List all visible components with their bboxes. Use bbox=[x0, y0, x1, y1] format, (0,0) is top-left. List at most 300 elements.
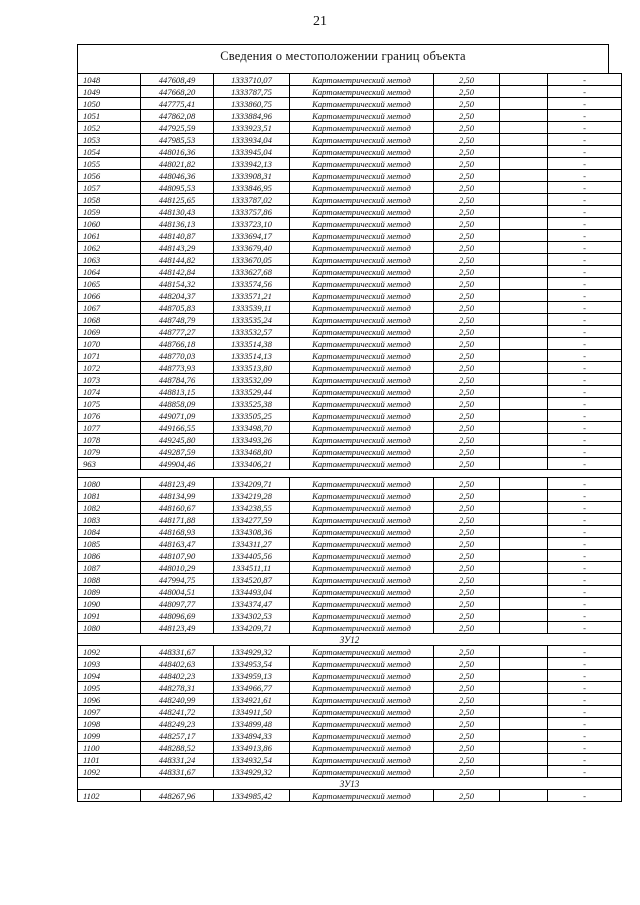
error-cell: 2,50 bbox=[434, 314, 500, 326]
method-cell: Картометрический метод bbox=[290, 146, 434, 158]
x-coordinate-cell: 448016,36 bbox=[141, 146, 214, 158]
table-row bbox=[78, 350, 622, 362]
note-cell bbox=[500, 278, 548, 290]
error-cell: 2,50 bbox=[434, 206, 500, 218]
method-cell: Картометрический метод bbox=[290, 266, 434, 278]
method-cell: Картометрический метод bbox=[290, 766, 434, 778]
method-cell: Картометрический метод bbox=[290, 218, 434, 230]
table-row bbox=[78, 182, 622, 194]
table-row bbox=[78, 658, 622, 670]
table-row bbox=[78, 490, 622, 502]
y-coordinate-cell: 1333846,95 bbox=[214, 182, 290, 194]
dash-cell: - bbox=[548, 134, 622, 146]
point-number-cell: 1076 bbox=[78, 410, 141, 422]
error-cell: 2,50 bbox=[434, 386, 500, 398]
error-cell: 2,50 bbox=[434, 134, 500, 146]
y-coordinate-cell: 1333787,02 bbox=[214, 194, 290, 206]
method-cell: Картометрический метод bbox=[290, 586, 434, 598]
x-coordinate-cell: 448107,90 bbox=[141, 550, 214, 562]
note-cell bbox=[500, 586, 548, 598]
point-number-cell: 1085 bbox=[78, 538, 141, 550]
point-number-cell: 1048 bbox=[78, 74, 141, 86]
x-coordinate-cell: 448705,83 bbox=[141, 302, 214, 314]
error-cell: 2,50 bbox=[434, 766, 500, 778]
point-number-cell: 1068 bbox=[78, 314, 141, 326]
method-cell: Картометрический метод bbox=[290, 422, 434, 434]
note-cell bbox=[500, 350, 548, 362]
table-row bbox=[78, 374, 622, 386]
dash-cell: - bbox=[548, 206, 622, 218]
note-cell bbox=[500, 538, 548, 550]
point-number-cell: 1054 bbox=[78, 146, 141, 158]
table-row bbox=[78, 478, 622, 490]
group-label-row bbox=[78, 778, 622, 790]
method-cell: Картометрический метод bbox=[290, 182, 434, 194]
error-cell: 2,50 bbox=[434, 230, 500, 242]
note-cell bbox=[500, 242, 548, 254]
note-cell bbox=[500, 86, 548, 98]
table-row bbox=[78, 766, 622, 778]
table-row bbox=[78, 514, 622, 526]
note-cell bbox=[500, 338, 548, 350]
y-coordinate-cell: 1333514,38 bbox=[214, 338, 290, 350]
x-coordinate-cell: 449287,59 bbox=[141, 446, 214, 458]
dash-cell: - bbox=[548, 266, 622, 278]
table-row bbox=[78, 302, 622, 314]
x-coordinate-cell: 449245,80 bbox=[141, 434, 214, 446]
x-coordinate-cell: 447994,75 bbox=[141, 574, 214, 586]
x-coordinate-cell: 448241,72 bbox=[141, 706, 214, 718]
method-cell: Картометрический метод bbox=[290, 538, 434, 550]
method-cell: Картометрический метод bbox=[290, 386, 434, 398]
method-cell: Картометрический метод bbox=[290, 278, 434, 290]
note-cell bbox=[500, 110, 548, 122]
dash-cell: - bbox=[548, 338, 622, 350]
y-coordinate-cell: 1334374,47 bbox=[214, 598, 290, 610]
y-coordinate-cell: 1334209,71 bbox=[214, 622, 290, 634]
x-coordinate-cell: 448204,37 bbox=[141, 290, 214, 302]
error-cell: 2,50 bbox=[434, 326, 500, 338]
dash-cell: - bbox=[548, 706, 622, 718]
method-cell: Картометрический метод bbox=[290, 526, 434, 538]
x-coordinate-cell: 448257,17 bbox=[141, 730, 214, 742]
error-cell: 2,50 bbox=[434, 374, 500, 386]
x-coordinate-cell: 448134,99 bbox=[141, 490, 214, 502]
error-cell: 2,50 bbox=[434, 478, 500, 490]
note-cell bbox=[500, 74, 548, 86]
error-cell: 2,50 bbox=[434, 754, 500, 766]
point-number-cell: 1080 bbox=[78, 622, 141, 634]
error-cell: 2,50 bbox=[434, 338, 500, 350]
method-cell: Картометрический метод bbox=[290, 350, 434, 362]
dash-cell: - bbox=[548, 254, 622, 266]
dash-cell: - bbox=[548, 766, 622, 778]
method-cell: Картометрический метод bbox=[290, 706, 434, 718]
table-row bbox=[78, 278, 622, 290]
note-cell bbox=[500, 266, 548, 278]
dash-cell: - bbox=[548, 458, 622, 470]
note-cell bbox=[500, 146, 548, 158]
method-cell: Картометрический метод bbox=[290, 410, 434, 422]
error-cell: 2,50 bbox=[434, 74, 500, 86]
table-row bbox=[78, 586, 622, 598]
x-coordinate-cell: 448163,47 bbox=[141, 538, 214, 550]
y-coordinate-cell: 1333710,07 bbox=[214, 74, 290, 86]
y-coordinate-cell: 1333627,68 bbox=[214, 266, 290, 278]
dash-cell: - bbox=[548, 790, 622, 802]
y-coordinate-cell: 1334311,27 bbox=[214, 538, 290, 550]
method-cell: Картометрический метод bbox=[290, 398, 434, 410]
y-coordinate-cell: 1333498,70 bbox=[214, 422, 290, 434]
dash-cell: - bbox=[548, 682, 622, 694]
note-cell bbox=[500, 398, 548, 410]
table-row bbox=[78, 754, 622, 766]
x-coordinate-cell: 448288,52 bbox=[141, 742, 214, 754]
y-coordinate-cell: 1334959,13 bbox=[214, 670, 290, 682]
dash-cell: - bbox=[548, 110, 622, 122]
y-coordinate-cell: 1333514,13 bbox=[214, 350, 290, 362]
method-cell: Картометрический метод bbox=[290, 434, 434, 446]
y-coordinate-cell: 1334894,33 bbox=[214, 730, 290, 742]
table-row bbox=[78, 122, 622, 134]
point-number-cell: 1099 bbox=[78, 730, 141, 742]
error-cell: 2,50 bbox=[434, 278, 500, 290]
dash-cell: - bbox=[548, 622, 622, 634]
point-number-cell: 1097 bbox=[78, 706, 141, 718]
point-number-cell: 1098 bbox=[78, 718, 141, 730]
error-cell: 2,50 bbox=[434, 266, 500, 278]
x-coordinate-cell: 447862,08 bbox=[141, 110, 214, 122]
error-cell: 2,50 bbox=[434, 242, 500, 254]
x-coordinate-cell: 448267,96 bbox=[141, 790, 214, 802]
y-coordinate-cell: 1334929,32 bbox=[214, 766, 290, 778]
x-coordinate-cell: 448766,18 bbox=[141, 338, 214, 350]
error-cell: 2,50 bbox=[434, 706, 500, 718]
dash-cell: - bbox=[548, 610, 622, 622]
x-coordinate-cell: 448123,49 bbox=[141, 622, 214, 634]
point-number-cell: 1066 bbox=[78, 290, 141, 302]
note-cell bbox=[500, 326, 548, 338]
note-cell bbox=[500, 706, 548, 718]
table-row bbox=[78, 670, 622, 682]
method-cell: Картометрический метод bbox=[290, 326, 434, 338]
dash-cell: - bbox=[548, 742, 622, 754]
method-cell: Картометрический метод bbox=[290, 110, 434, 122]
y-coordinate-cell: 1334219,28 bbox=[214, 490, 290, 502]
error-cell: 2,50 bbox=[434, 658, 500, 670]
note-cell bbox=[500, 254, 548, 266]
error-cell: 2,50 bbox=[434, 562, 500, 574]
method-cell: Картометрический метод bbox=[290, 134, 434, 146]
x-coordinate-cell: 448095,53 bbox=[141, 182, 214, 194]
table-row bbox=[78, 206, 622, 218]
point-number-cell: 1086 bbox=[78, 550, 141, 562]
table-row bbox=[78, 110, 622, 122]
x-coordinate-cell: 447668,20 bbox=[141, 86, 214, 98]
note-cell bbox=[500, 314, 548, 326]
table-row bbox=[78, 146, 622, 158]
coordinates-table bbox=[77, 73, 622, 802]
method-cell: Картометрический метод bbox=[290, 562, 434, 574]
method-cell: Картометрический метод bbox=[290, 314, 434, 326]
y-coordinate-cell: 1333574,56 bbox=[214, 278, 290, 290]
point-number-cell: 1084 bbox=[78, 526, 141, 538]
table-row bbox=[78, 134, 622, 146]
y-coordinate-cell: 1334511,11 bbox=[214, 562, 290, 574]
y-coordinate-cell: 1334302,53 bbox=[214, 610, 290, 622]
dash-cell: - bbox=[548, 386, 622, 398]
method-cell: Картометрический метод bbox=[290, 754, 434, 766]
method-cell: Картометрический метод bbox=[290, 742, 434, 754]
table-row bbox=[78, 434, 622, 446]
method-cell: Картометрический метод bbox=[290, 622, 434, 634]
x-coordinate-cell: 448773,93 bbox=[141, 362, 214, 374]
point-number-cell: 1089 bbox=[78, 586, 141, 598]
dash-cell: - bbox=[548, 490, 622, 502]
method-cell: Картометрический метод bbox=[290, 646, 434, 658]
note-cell bbox=[500, 158, 548, 170]
x-coordinate-cell: 448142,84 bbox=[141, 266, 214, 278]
dash-cell: - bbox=[548, 646, 622, 658]
dash-cell: - bbox=[548, 478, 622, 490]
x-coordinate-cell: 448046,36 bbox=[141, 170, 214, 182]
note-cell bbox=[500, 170, 548, 182]
x-coordinate-cell: 448402,63 bbox=[141, 658, 214, 670]
error-cell: 2,50 bbox=[434, 598, 500, 610]
y-coordinate-cell: 1333571,21 bbox=[214, 290, 290, 302]
error-cell: 2,50 bbox=[434, 110, 500, 122]
method-cell: Картометрический метод bbox=[290, 610, 434, 622]
y-coordinate-cell: 1334899,48 bbox=[214, 718, 290, 730]
y-coordinate-cell: 1333757,86 bbox=[214, 206, 290, 218]
dash-cell: - bbox=[548, 446, 622, 458]
note-cell bbox=[500, 434, 548, 446]
x-coordinate-cell: 449904,46 bbox=[141, 458, 214, 470]
y-coordinate-cell: 1334929,32 bbox=[214, 646, 290, 658]
x-coordinate-cell: 447985,53 bbox=[141, 134, 214, 146]
note-cell bbox=[500, 658, 548, 670]
method-cell: Картометрический метод bbox=[290, 302, 434, 314]
note-cell bbox=[500, 122, 548, 134]
error-cell: 2,50 bbox=[434, 86, 500, 98]
dash-cell: - bbox=[548, 194, 622, 206]
error-cell: 2,50 bbox=[434, 254, 500, 266]
page-number: 21 bbox=[313, 14, 327, 29]
error-cell: 2,50 bbox=[434, 730, 500, 742]
point-number-cell: 1075 bbox=[78, 398, 141, 410]
y-coordinate-cell: 1334921,61 bbox=[214, 694, 290, 706]
x-coordinate-cell: 448004,51 bbox=[141, 586, 214, 598]
x-coordinate-cell: 448278,31 bbox=[141, 682, 214, 694]
x-coordinate-cell: 448777,27 bbox=[141, 326, 214, 338]
note-cell bbox=[500, 206, 548, 218]
point-number-cell: 1062 bbox=[78, 242, 141, 254]
y-coordinate-cell: 1333539,11 bbox=[214, 302, 290, 314]
y-coordinate-cell: 1334985,42 bbox=[214, 790, 290, 802]
point-number-cell: 1102 bbox=[78, 790, 141, 802]
method-cell: Картометрический метод bbox=[290, 98, 434, 110]
note-cell bbox=[500, 290, 548, 302]
y-coordinate-cell: 1334911,50 bbox=[214, 706, 290, 718]
method-cell: Картометрический метод bbox=[290, 290, 434, 302]
table-row bbox=[78, 410, 622, 422]
note-cell bbox=[500, 134, 548, 146]
point-number-cell: 1091 bbox=[78, 610, 141, 622]
note-cell bbox=[500, 682, 548, 694]
error-cell: 2,50 bbox=[434, 446, 500, 458]
dash-cell: - bbox=[548, 278, 622, 290]
method-cell: Картометрический метод bbox=[290, 158, 434, 170]
note-cell bbox=[500, 766, 548, 778]
table-row bbox=[78, 502, 622, 514]
method-cell: Картометрический метод bbox=[290, 242, 434, 254]
y-coordinate-cell: 1333860,75 bbox=[214, 98, 290, 110]
y-coordinate-cell: 1333525,38 bbox=[214, 398, 290, 410]
error-cell: 2,50 bbox=[434, 398, 500, 410]
dash-cell: - bbox=[548, 410, 622, 422]
point-number-cell: 1067 bbox=[78, 302, 141, 314]
x-coordinate-cell: 448096,69 bbox=[141, 610, 214, 622]
note-cell bbox=[500, 490, 548, 502]
table-row bbox=[78, 398, 622, 410]
x-coordinate-cell: 448168,93 bbox=[141, 526, 214, 538]
table-row bbox=[78, 230, 622, 242]
error-cell: 2,50 bbox=[434, 122, 500, 134]
y-coordinate-cell: 1333529,44 bbox=[214, 386, 290, 398]
table-row bbox=[78, 86, 622, 98]
dash-cell: - bbox=[548, 242, 622, 254]
y-coordinate-cell: 1333493,26 bbox=[214, 434, 290, 446]
dash-cell: - bbox=[548, 538, 622, 550]
method-cell: Картометрический метод bbox=[290, 694, 434, 706]
table-row bbox=[78, 706, 622, 718]
point-number-cell: 1069 bbox=[78, 326, 141, 338]
note-cell bbox=[500, 302, 548, 314]
note-cell bbox=[500, 694, 548, 706]
dash-cell: - bbox=[548, 302, 622, 314]
note-cell bbox=[500, 230, 548, 242]
x-coordinate-cell: 448154,32 bbox=[141, 278, 214, 290]
table-row bbox=[78, 730, 622, 742]
error-cell: 2,50 bbox=[434, 514, 500, 526]
point-number-cell: 1080 bbox=[78, 478, 141, 490]
y-coordinate-cell: 1333923,51 bbox=[214, 122, 290, 134]
error-cell: 2,50 bbox=[434, 182, 500, 194]
x-coordinate-cell: 447775,41 bbox=[141, 98, 214, 110]
error-cell: 2,50 bbox=[434, 218, 500, 230]
dash-cell: - bbox=[548, 670, 622, 682]
table-row bbox=[78, 266, 622, 278]
table-row bbox=[78, 622, 622, 634]
point-number-cell: 1092 bbox=[78, 766, 141, 778]
y-coordinate-cell: 1333694,17 bbox=[214, 230, 290, 242]
point-number-cell: 1081 bbox=[78, 490, 141, 502]
error-cell: 2,50 bbox=[434, 586, 500, 598]
method-cell: Картометрический метод bbox=[290, 670, 434, 682]
note-cell bbox=[500, 646, 548, 658]
table-row bbox=[78, 682, 622, 694]
y-coordinate-cell: 1334238,55 bbox=[214, 502, 290, 514]
table-row bbox=[78, 598, 622, 610]
y-coordinate-cell: 1333934,04 bbox=[214, 134, 290, 146]
note-cell bbox=[500, 422, 548, 434]
table-row bbox=[78, 158, 622, 170]
x-coordinate-cell: 448331,67 bbox=[141, 766, 214, 778]
dash-cell: - bbox=[548, 694, 622, 706]
error-cell: 2,50 bbox=[434, 526, 500, 538]
error-cell: 2,50 bbox=[434, 146, 500, 158]
point-number-cell: 1053 bbox=[78, 134, 141, 146]
point-number-cell: 1056 bbox=[78, 170, 141, 182]
x-coordinate-cell: 449071,09 bbox=[141, 410, 214, 422]
note-cell bbox=[500, 410, 548, 422]
note-cell bbox=[500, 386, 548, 398]
y-coordinate-cell: 1334932,54 bbox=[214, 754, 290, 766]
table-row bbox=[78, 326, 622, 338]
table-row bbox=[78, 242, 622, 254]
table-row bbox=[78, 458, 622, 470]
x-coordinate-cell: 449166,55 bbox=[141, 422, 214, 434]
error-cell: 2,50 bbox=[434, 622, 500, 634]
point-number-cell: 1077 bbox=[78, 422, 141, 434]
error-cell: 2,50 bbox=[434, 422, 500, 434]
note-cell bbox=[500, 458, 548, 470]
table-row bbox=[78, 386, 622, 398]
error-cell: 2,50 bbox=[434, 362, 500, 374]
table-row bbox=[78, 98, 622, 110]
method-cell: Картометрический метод bbox=[290, 682, 434, 694]
table-row bbox=[78, 74, 622, 86]
error-cell: 2,50 bbox=[434, 350, 500, 362]
note-cell bbox=[500, 742, 548, 754]
note-cell bbox=[500, 574, 548, 586]
x-coordinate-cell: 448123,49 bbox=[141, 478, 214, 490]
point-number-cell: 1079 bbox=[78, 446, 141, 458]
group-label: ЗУ13 bbox=[78, 778, 622, 790]
method-cell: Картометрический метод bbox=[290, 206, 434, 218]
error-cell: 2,50 bbox=[434, 434, 500, 446]
method-cell: Картометрический метод bbox=[290, 362, 434, 374]
point-number-cell: 1050 bbox=[78, 98, 141, 110]
point-number-cell: 1057 bbox=[78, 182, 141, 194]
point-number-cell: 1101 bbox=[78, 754, 141, 766]
note-cell bbox=[500, 362, 548, 374]
x-coordinate-cell: 448097,77 bbox=[141, 598, 214, 610]
method-cell: Картометрический метод bbox=[290, 194, 434, 206]
dash-cell: - bbox=[548, 74, 622, 86]
point-number-cell: 1065 bbox=[78, 278, 141, 290]
dash-cell: - bbox=[548, 434, 622, 446]
dash-cell: - bbox=[548, 326, 622, 338]
note-cell bbox=[500, 514, 548, 526]
note-cell bbox=[500, 98, 548, 110]
x-coordinate-cell: 448331,67 bbox=[141, 646, 214, 658]
method-cell: Картометрический метод bbox=[290, 658, 434, 670]
note-cell bbox=[500, 374, 548, 386]
coordinates-table-body bbox=[78, 74, 622, 802]
table-row bbox=[78, 526, 622, 538]
y-coordinate-cell: 1333468,80 bbox=[214, 446, 290, 458]
method-cell: Картометрический метод bbox=[290, 478, 434, 490]
dash-cell: - bbox=[548, 574, 622, 586]
point-number-cell: 1082 bbox=[78, 502, 141, 514]
dash-cell: - bbox=[548, 730, 622, 742]
point-number-cell: 1093 bbox=[78, 658, 141, 670]
table-row bbox=[78, 610, 622, 622]
x-coordinate-cell: 448140,87 bbox=[141, 230, 214, 242]
note-cell bbox=[500, 790, 548, 802]
x-coordinate-cell: 448130,43 bbox=[141, 206, 214, 218]
